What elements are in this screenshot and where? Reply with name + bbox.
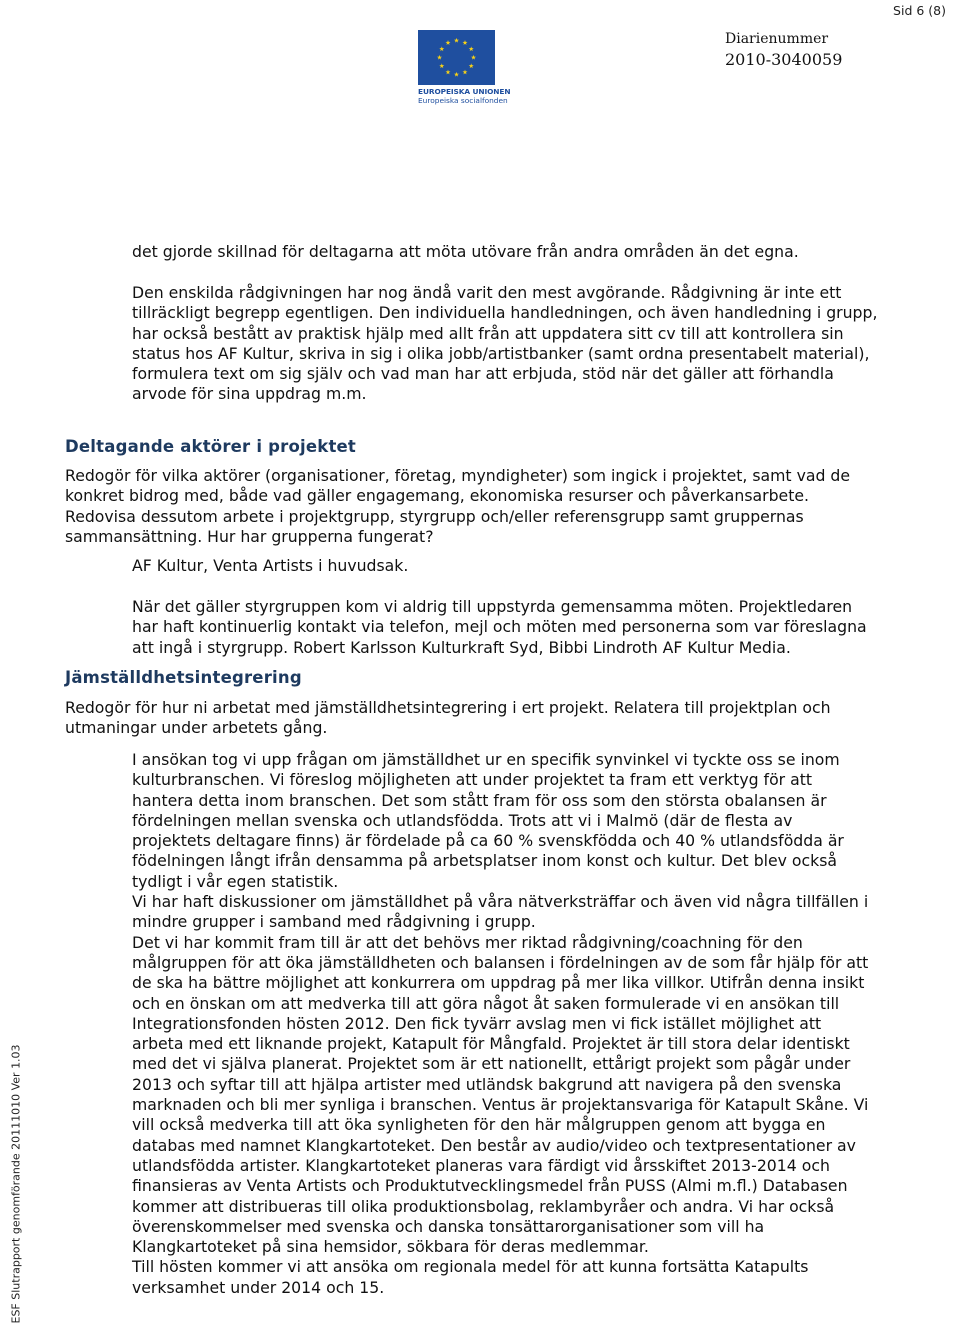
eu-logo-line2: Europeiska socialfonden — [418, 96, 508, 105]
text-line: Redogör för hur ni arbetat med jämställdhetsintegrering i ert projekt. Relatera till projektplan och — [65, 698, 831, 717]
eu-logo-line1: EUROPEISKA UNIONEN — [418, 87, 511, 96]
heading-deltagande-aktorer: Deltagande aktörer i projektet — [65, 437, 357, 456]
text-line: det gjorde skillnad för deltagarna att möta utövare från andra områden än det egna. — [132, 242, 799, 261]
text-line: har också bestått av praktisk hjälp med allt från att uppdatera sitt cv till att kontrollera sin — [132, 323, 844, 343]
jamst-prompt — [65, 698, 950, 739]
text-line: kulturbranschen. Vi föreslog möjligheten att under projektet ta fram ett verktyg för att — [132, 770, 813, 790]
text-line: status hos AF Kultur, skriva in sig i olika jobb/artistbanker (samt ordna presentabelt material), — [132, 343, 870, 363]
text-line: födelningen långt ifrån densamma på arbetsplatser inom konst och kultur. Det blev också — [132, 851, 838, 871]
text-line: mindre grupper i samband med rådgivning i grupp. — [132, 912, 536, 932]
text-line: Det vi har kommit fram till är att det behövs mer riktad rådgivning/coachning för den — [132, 932, 803, 952]
text-line: fördelningen mellan svenska och utlandsfödda. Trots att vi i Malmö (där de flesta av — [132, 810, 793, 830]
text-line: konkret bidrog med, både vad gäller engagemang, ekonomiska resurser och påverkansarbete. — [65, 486, 809, 506]
text-line: tillräckligt begrepp egentligen. Den individuella handledningen, och även handledning i grupp, — [132, 303, 878, 323]
text-line: arbeta med ett liknande projekt, Katapult för Mångfald. Projektet är till stora delar identiskt — [132, 1034, 850, 1054]
text-line: När det gäller styrgruppen kom vi aldrig till uppstyrda gemensamma möten. Projektledaren — [132, 597, 853, 616]
text-line: och en önskan om att medverka till att göra något åt saken formulerade vi en ansökan till — [132, 993, 840, 1013]
diarie-block — [725, 31, 842, 69]
text-line: tydligt i vår egen statistik. — [132, 871, 339, 891]
text-line: verksamhet under 2014 och 15. — [132, 1277, 385, 1297]
diarie-number: 2010-3040059 — [725, 50, 843, 69]
text-line: marknaden och bli mer synliga i branschen. Ventus är projektansvariga för Katapult Skåne. Vi — [132, 1095, 869, 1115]
text-line: 2013 och syftar till att hjälpa artister med utländsk bakgrund att navigera på den svenska — [132, 1074, 842, 1094]
vertical-footer: ESF Slutrapport genomförande 20111010 Ver 1.03 — [9, 1044, 23, 1324]
diarie-label: Diarienummer — [725, 31, 829, 47]
eu-logo — [418, 30, 511, 105]
text-line: formulera text om sig själv och vad man har att erbjuda, stöd när det gäller att förhandla — [132, 364, 834, 384]
text-line: Integrationsfonden hösten 2012. Den fick tyvärr avslag men vi fick istället möjlighet att — [132, 1013, 822, 1033]
text-line: att ingå i styrgrupp. Robert Karlsson Kulturkraft Syd, Bibbi Lindroth AF Kultur Media. — [132, 637, 791, 657]
jamst-answer — [132, 750, 947, 1298]
text-line: utlandsfödda artister. Klangkartoteket planeras vara färdigt vid årsskiftet 2013-2014 och — [132, 1155, 830, 1175]
text-line: utmaningar under arbetets gång. — [65, 718, 328, 738]
text-line: projektets deltagare finns) är fördelade på ca 60 % svenskfödda och 40 % utlandsfödda är — [132, 831, 844, 851]
text-line: Till hösten kommer vi att ansöka om regionala medel för att kunna fortsätta Katapults — [132, 1257, 809, 1277]
text-line: databas med namnet Klangkartoteket. Den består av audio/video och textpresentationer av — [132, 1135, 856, 1155]
text-line: finansieras av Venta Artists och Produktutvecklingsmedel från PUSS (Almi m.fl.) Databasen — [132, 1176, 848, 1196]
radgivning-paragraph — [132, 283, 947, 405]
text-line: Den enskilda rådgivningen har nog ändå varit den mest avgörande. Rådgivning är inte ett — [132, 283, 842, 302]
text-line: med det vi själva planerat. Projektet som är ett nationellt, ettårigt projekt som pågår under — [132, 1054, 851, 1074]
heading-jamstalldhet: Jämställdhetsintegrering — [65, 668, 302, 687]
text-line: vill också medverka till att öka synligheten för den här målgruppen genom att bygga en — [132, 1115, 826, 1135]
text-line: hantera detta inom branschen. Det som stått fram för oss som den största obalansen är — [132, 790, 827, 810]
text-line: Redogör för vilka aktörer (organisationer, företag, myndigheter) som ingick i projektet, samt vad de — [65, 466, 851, 485]
eu-flag-icon — [418, 30, 495, 85]
text-line: kommer att distribueras till olika produktionsbolag, reklambyråer och andra. Vi har också — [132, 1196, 835, 1216]
text-line: har haft kontinuerlig kontakt via telefon, mejl och möten med personerna som var föreslagna — [132, 617, 867, 637]
text-line: Vi har haft diskussioner om jämställdhet på våra nätverksträffar och även vid några tillfällen i — [132, 892, 869, 912]
text-line: arvode för sina uppdrag m.m. — [132, 384, 367, 404]
text-line: Klangkartoteket på sina hemsidor, sökbara för deras medlemmar. — [132, 1237, 649, 1257]
aktorer-prompt — [65, 466, 950, 547]
text-line: sammansättning. Hur har grupperna fungerat? — [65, 526, 434, 546]
text-line: Redovisa dessutom arbete i projektgrupp, styrgrupp och/eller referensgrupp samt gruppernas — [65, 506, 804, 526]
aktorer-answer-1: AF Kultur, Venta Artists i huvudsak. — [132, 556, 409, 575]
text-line: överenskommelser med svenska och danska tonsättarorganisationer som vill ha — [132, 1216, 765, 1236]
text-line: I ansökan tog vi upp frågan om jämställdhet ur en specifik synvinkel vi tyckte oss se inom — [132, 750, 840, 769]
page-number: Sid 6 (8) — [893, 3, 946, 18]
text-line: målgruppen för att öka jämställdheten och balansen i fördelningen av de som får hjälp för att — [132, 952, 869, 972]
text-line: de ska ha bättre möjlighet att konkurrera om uppdrag på mer lika villkor. Utifrån denna insikt — [132, 973, 865, 993]
intro-paragraph — [132, 242, 947, 262]
aktorer-answer-2 — [132, 597, 947, 658]
